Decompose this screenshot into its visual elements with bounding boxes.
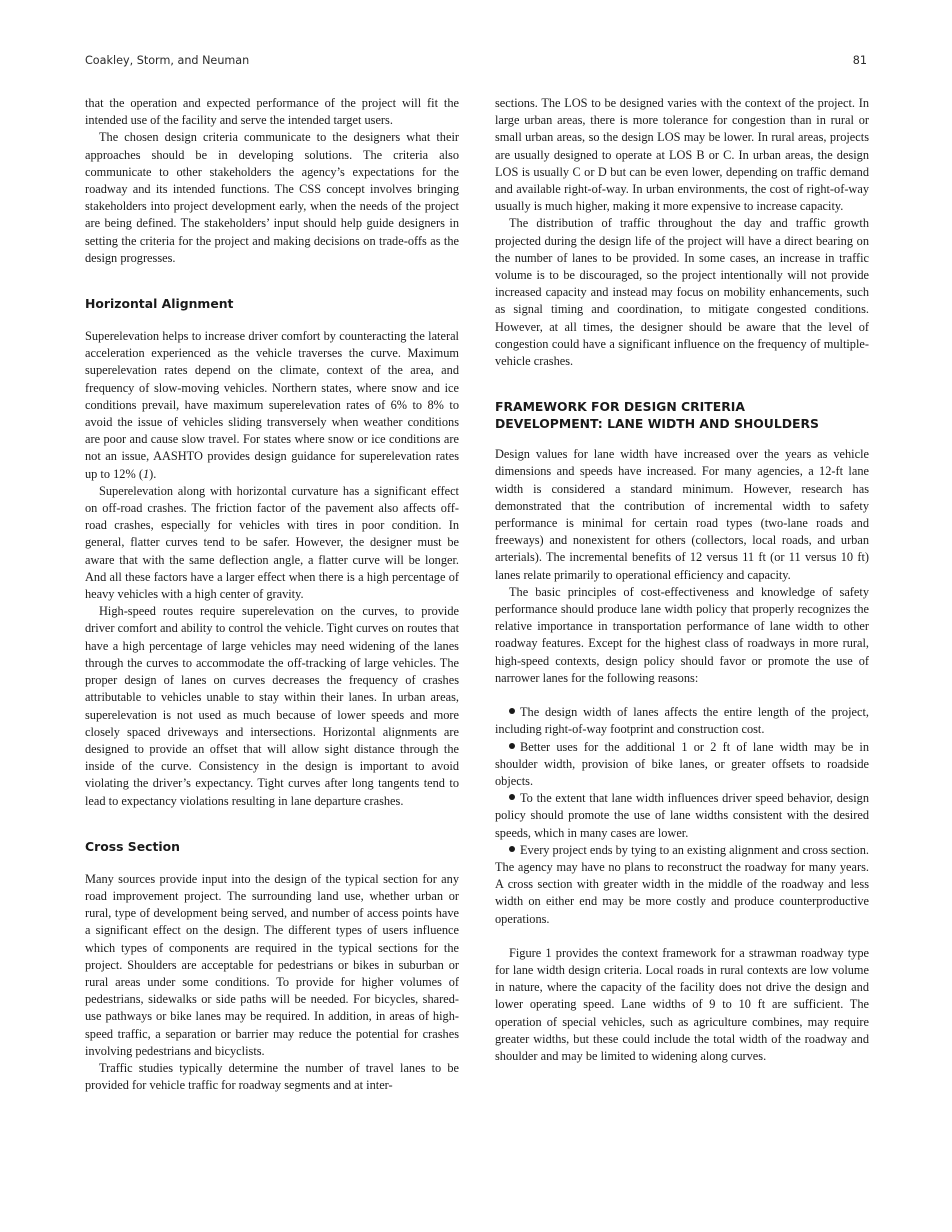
paragraph: Traffic studies typically determine the number of travel lanes to be provided for vehicle traffic for roadway segments and at inter- [85,1060,459,1093]
right-column [495,95,869,1065]
bullet-icon [509,794,515,800]
reasons-list [495,704,869,928]
bullet-icon [509,846,515,852]
section-heading-horizontal-alignment: Horizontal Alignment [85,296,234,312]
paragraph: The chosen design criteria communicate to the designers what their approaches should be in developing solutions. The criteria also communicate to other stakeholders the agency’s expectations for the roadway and its intended functions. The CSS concept involves bringing stakeholders into project development early, when the needs of the project are being defined. The stakeholders’ input should help guide designers in setting the criteria for the project and making decisions on trade-offs as the design progresses. [85,130,459,265]
paragraph: Superelevation along with horizontal curvature has a significant effect on off-road crashes. The friction factor of the pavement also affects off-road crashes, especially for vehicles with tires in poor condition. In general, flatter curves tend to be safer. However, the designer must be aware that with the same deflection angle, a flatter curve will be longer. And all these factors have a larger effect when there is a high percentage of heavy vehicles with a high center of gravity. [85,483,459,602]
paragraph: Design values for lane width have increased over the years as vehicle dimensions and speeds have increased. For many agencies, a 12-ft lane width is considered a standard minimum. However, research has demonstrated that the contribution of incremental width to safety performance is minimal for certain road types (two-lane roads and freeways) and nonexistent for others (collectors, local roads, and urban arterials). The incremental benefits of 12 versus 11 ft (or 11 versus 10 ft) lanes relate primarily to operational efficiency and capacity. [495,447,869,582]
bullet-icon [509,743,515,749]
paragraph: Figure 1 provides the context framework for a strawman roadway type for lane width design criteria. Local roads in rural contexts are low volume in nature, where the capacity of the facility does not drive the design and lower operating speed. Lane widths of 9 to 10 ft are sufficient. The operation of special vehicles, such as agriculture combines, may require greater widths, but these could include the total width of the roadway and shoulder and may be limited to widening along curves. [495,945,869,1063]
page-number: 81 [852,54,867,67]
paragraph: High-speed routes require superelevation on the curves, to provide driver comfort and ability to control the vehicle. Tight curves on routes that have a high percentage of large vehicles may need widening of the lanes through the curves to accommodate the off-tracking of large vehicles. The proper design of lanes on curves decreases the frequency of crashes attributable to vehicles unable to stay within their lanes. In urban areas, superelevation is not used as much because of lower speeds and more closely spaced driveways and intersections. Horizontal alignments are designed to provide an offset that will allow sight distance through the inside of the curve. Consistency in the design is important to avoid violating the driver’s expectancy. Tight curves after long tangents tend to lead to expectancy violations resulting in lane departure crashes. [85,604,459,808]
paragraph: The basic principles of cost-effectiveness and knowledge of safety performance should produce lane width policy that properly recognizes the relative importance in transportation performance of lane width to other roadway features. Except for the highest class of roadways in more rural, high-speed contexts, design policy should favor or promote the use of narrower lanes for the following reasons: [495,584,869,685]
paragraph: sections. The LOS to be designed varies with the context of the project. In large urban areas, there is more tolerance for congestion than in rural or small urban areas, so the design LOS may be lower. In rural areas, projects are usually designed to operate at LOS B or C. In urban areas, the design LOS is usually C or D but can be even lower, depending on traffic demand and available right-of-way. In urban environments, the cost of right-of-way usually is much higher, making it more expensive to increase capacity. [495,96,869,214]
list-item: The design width of lanes affects the entire length of the project, including right-of-way footprint and construction cost. [495,705,869,737]
paragraph: that the operation and expected performance of the project will fit the intended use of the facility and serve the intended target users. [85,96,459,128]
list-item: To the extent that lane width influences driver speed behavior, design policy should promote the use of lane widths consistent with the desired speeds, which in many cases are lower. [495,791,869,840]
reference-number: 1 [142,466,150,481]
bullet-icon [509,708,515,714]
section-heading-framework: FRAMEWORK FOR DESIGN CRITERIA DEVELOPMENT: LANE WIDTH AND SHOULDERS [495,399,819,432]
list-item: Every project ends by tying to an existing alignment and cross section. The agency may have no plans to reconstruct the roadway for many years. A cross section with greater width in the middle of the roadway and less width on either end may be more costly and produce counterproductive operations. [495,842,869,926]
running-head-authors: Coakley, Storm, and Neuman [85,54,250,67]
list-item: Better uses for the additional 1 or 2 ft of lane width may be in shoulder width, provision of bike lanes, or greater offsets to roadside objects. [495,739,869,788]
left-column [85,95,459,1094]
paragraph: Superelevation helps to increase driver comfort by counteracting the lateral acceleration experienced as the vehicle traverses the curve. Maximum superelevation rates depend on the climate, context of the area, and frequency of slow-moving vehicles. Northern states, where snow and ice conditions prevail, have maximum superelevation rates of 6% to 8% to avoid the issue of vehicles sliding transversely when weather conditions are poor and cause slow travel. For states where snow or ice conditions are not an issue, AASHTO provides design guidance for superelevation rates up to 12% (1). [85,329,459,481]
section-heading-cross-section: Cross Section [85,838,180,854]
paragraph: The distribution of traffic throughout the day and traffic growth projected during the design life of the project will have a direct bearing on the number of lanes to be provided. In some cases, an increase in traffic volume is to be discouraged, so the project intentionally will not provide increased capacity and instead may focus on mobility enhancements, such as signal timing and coordination, to mitigate congested conditions. However, at all times, the designer should be aware that the level of congestion could have a significant influence on the frequency of multiple-vehicle crashes. [495,216,869,369]
paragraph: Many sources provide input into the design of the typical section for any road improvement project. The surrounding land use, whether urban or rural, type of development being served, and number of access points have a significant effect on the design. The different types of users influence which types of components are required in the typical sections for the project. Shoulders are acceptable for pedestrians or bikes in suburban or rural areas under some conditions. To provide for higher volumes of pedestrians, sidewalks or side paths will be needed. For bicycles, shared-use pathways or bike lanes may be required. In addition, in areas of high-speed traffic, a separation or barrier may reduce the potential for crashes involving pedestrians and bicyclists. [85,871,459,1058]
running-head [85,54,867,70]
